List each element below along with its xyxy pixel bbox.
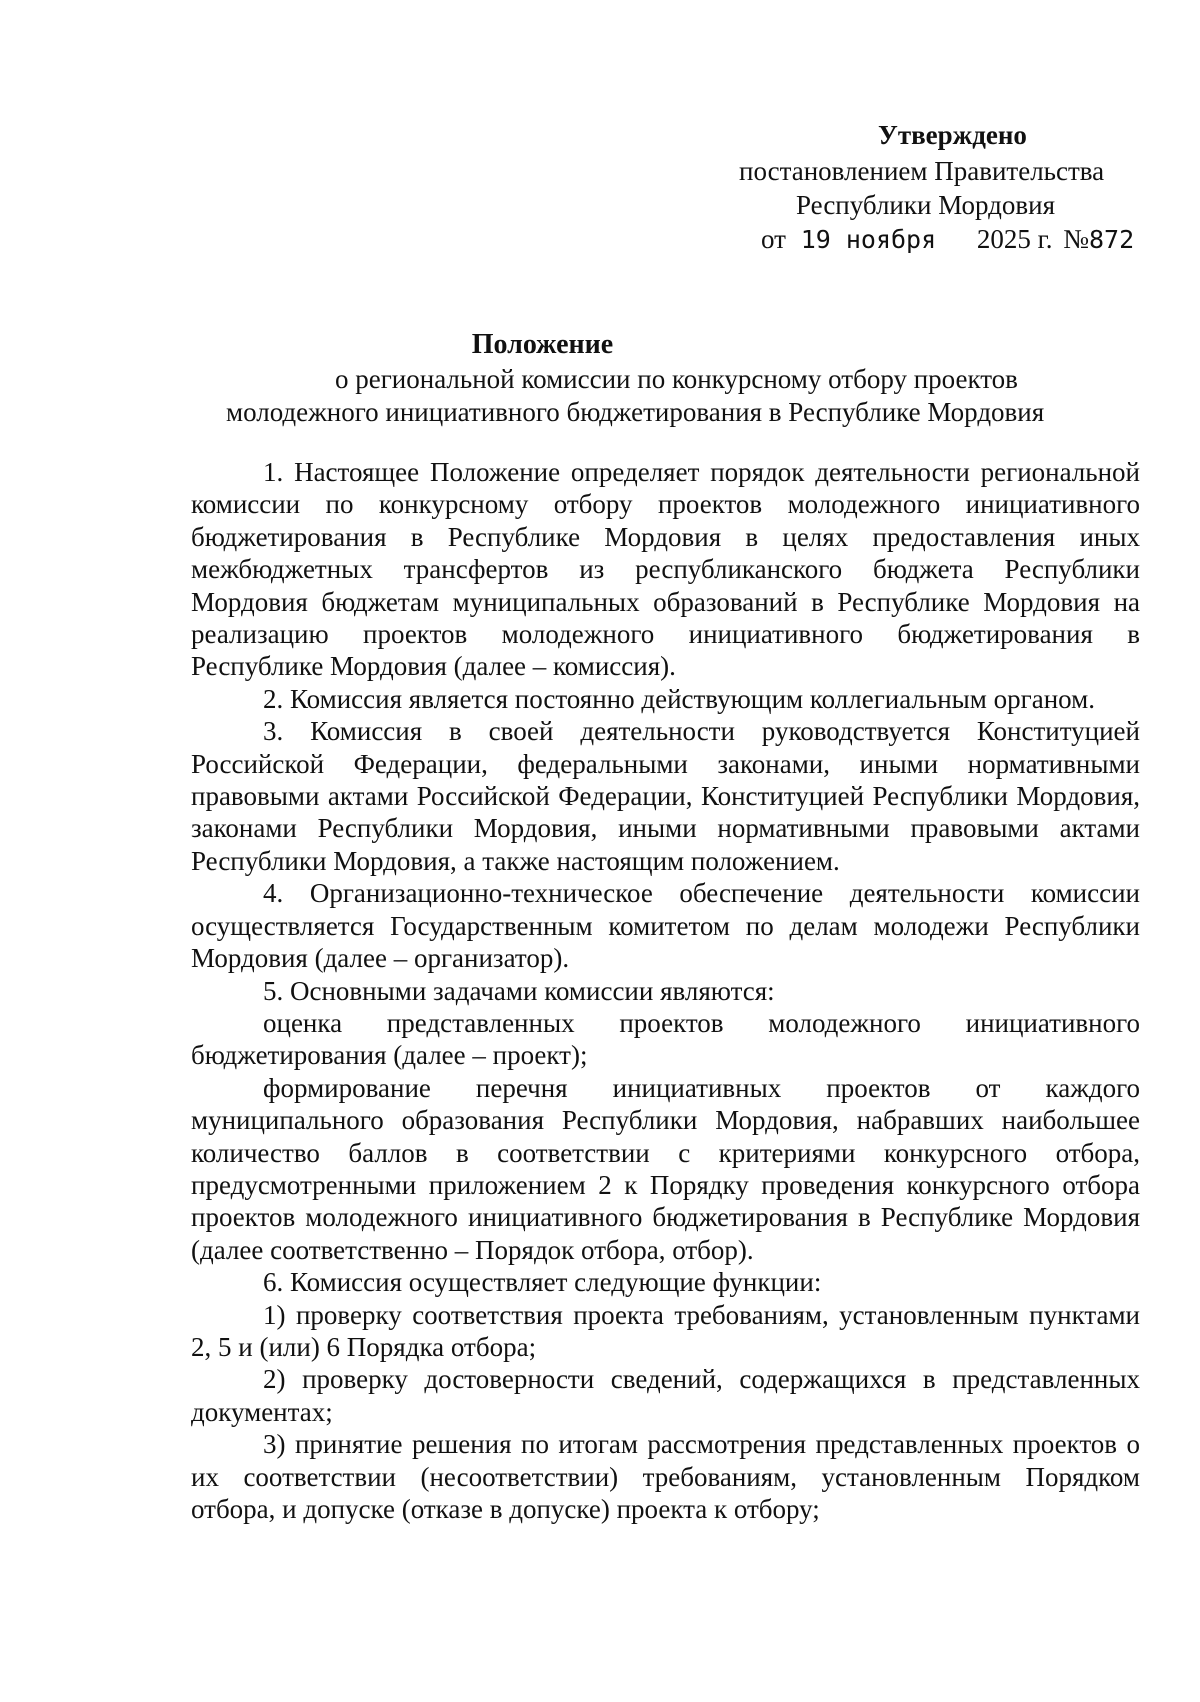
approval-issuer-region: Республики Мордовия [796, 190, 1056, 220]
handwritten-date: 19 ноября [800, 225, 937, 254]
approval-issuer-line: постановлением Правительства [739, 156, 1105, 186]
document-subtitle-line-2: молодежного инициативного бюджетирования в Республике Мордовия [226, 397, 1045, 427]
document-body [191, 456, 1140, 1525]
task-item-1: оценка представленных проектов молодежного инициативного бюджетирования (далее – проект); [191, 1007, 1140, 1071]
handwritten-number: 872 [1088, 225, 1135, 254]
document-subtitle-line-1: о региональной комиссии по конкурсному отбору проектов [335, 364, 1018, 394]
task-item-2: формирование перечня инициативных проектов от каждого муниципального образования Республики Мордовия, набравших наибольшее количество баллов в соответствии с критериями конкурсного отбора, предусмотренными приложением 2 к Порядку проведения конкурсного отбора проектов молодежного инициативного бюджетирования в Республике Мордовия (далее соответственно – Порядок отбора, отбор). [191, 1072, 1140, 1265]
paragraph-2: 2. Комиссия является постоянно действующим коллегиальным органом. [263, 683, 1095, 714]
paragraph-5: 5. Основными задачами комиссии являются: [263, 975, 775, 1006]
number-prefix: № [1063, 224, 1089, 254]
approval-title: Утверждено [878, 120, 1027, 150]
paragraph-6: 6. Комиссия осуществляет следующие функции: [263, 1267, 822, 1298]
paragraph-4: 4. Организационно-техническое обеспечение деятельности комиссии осуществляется Государственным комитетом по делам молодежи Республики Мордовия (далее – организатор). [191, 878, 1140, 974]
document-title: Положение [471, 329, 614, 360]
date-prefix: от [761, 224, 786, 254]
function-item-3: 3) принятие решения по итогам рассмотрения представленных проектов о их соответствии (несоответствии) требованиям, установленным Порядком отбора, и допуске (отказе в допуске) проекта к отбору; [191, 1429, 1140, 1524]
function-item-1: 1) проверку соответствия проекта требованиям, установленным пунктами 2, 5 и (или) 6 Порядка отбора; [191, 1299, 1140, 1362]
date-year: 2025 г. [976, 224, 1053, 254]
paragraph-1: 1. Настоящее Положение определяет порядок деятельности региональной комиссии по конкурсному отбору проектов молодежного инициативного бюджетирования в Республике Мордовия в целях предоставления иных межбюджетных трансфертов из республиканского бюджета Республики Мордовия бюджетам муниципальных образований в Республике Мордовия на реализацию проектов молодежного инициативного бюджетирования в Республике Мордовия (далее – комиссия). [191, 457, 1140, 682]
approval-date-line [761, 222, 1134, 257]
function-item-2: 2) проверку достоверности сведений, содержащихся в представленных документах; [191, 1364, 1140, 1427]
paragraph-3: 3. Комиссия в своей деятельности руководствуется Конституцией Российской Федерации, федеральными законами, иными нормативными правовыми актами Российской Федерации, Конституцией Республики Мордовия, законами Республики Мордовия, иными нормативными правовыми актами Республики Мордовия, а также настоящим положением. [191, 716, 1140, 876]
